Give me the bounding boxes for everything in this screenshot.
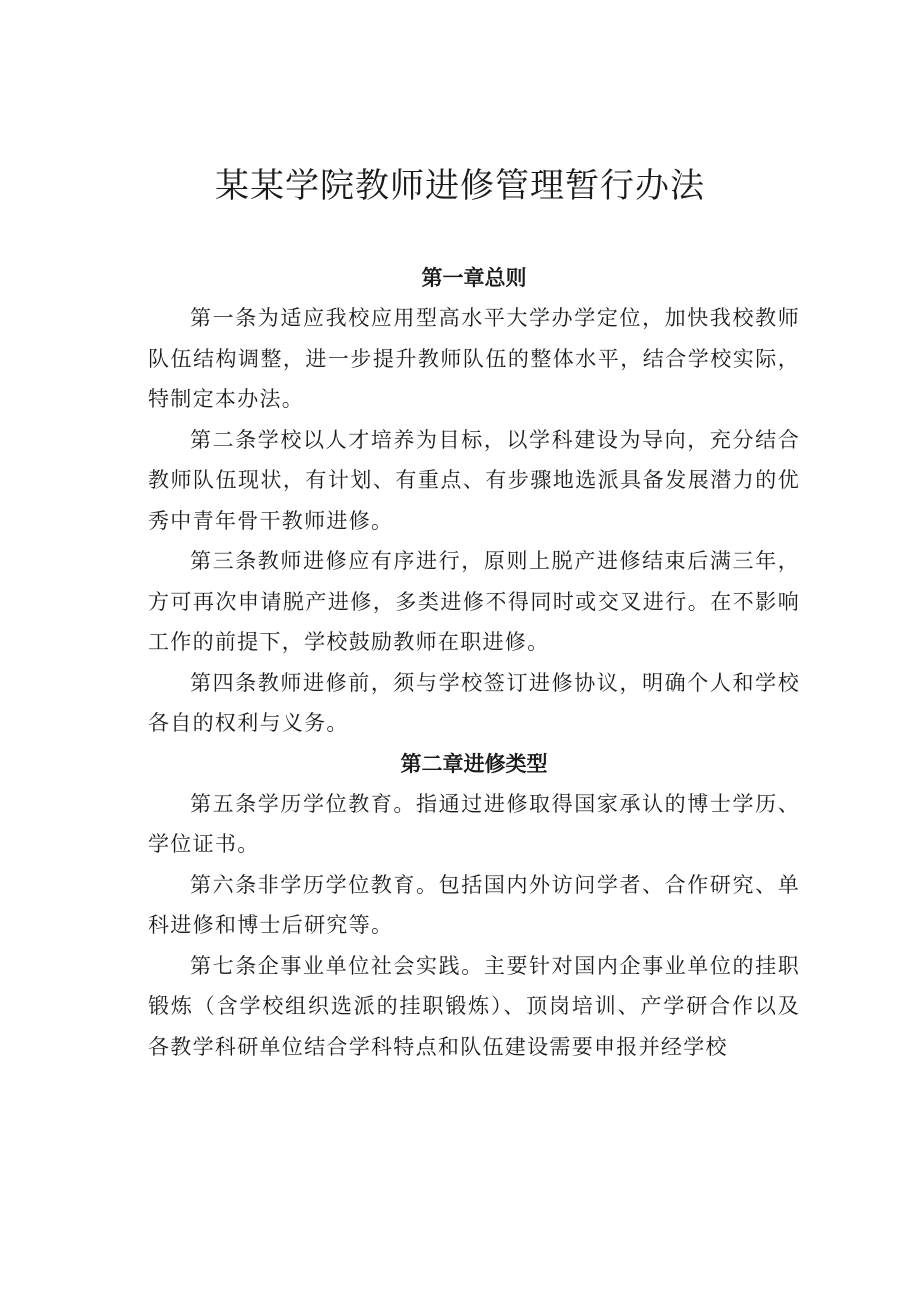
chapter-heading: 第二章进修类型 bbox=[400, 751, 548, 776]
article-6: 第六条非学历学位教育。包括国内外访问学者、合作研究、单科进修和博士后研究等。 bbox=[148, 872, 800, 937]
article-2: 第二条学校以人才培养为目标，以学科建设为导向，充分结合教师队伍现状，有计划、有重点、有步骤地选派具备发展潜力的优秀中青年骨干教师进修。 bbox=[148, 427, 800, 533]
article-1: 第一条为适应我校应用型高水平大学办学定位，加快我校教师队伍结构调整，进一步提升教师队伍的整体水平，结合学校实际，特制定本办法。 bbox=[148, 306, 800, 411]
article-5: 第五条学历学位教育。指通过进修取得国家承认的博士学历、学位证书。 bbox=[148, 791, 800, 856]
article-3: 第三条教师进修应有序进行，原则上脱产进修结束后满三年，方可再次申请脱产进修，多类进修不得同时或交叉进行。在不影响工作的前提下，学校鼓励教师在职进修。 bbox=[148, 549, 800, 654]
document-title: 某某学院教师进修管理暂行办法 bbox=[215, 166, 705, 206]
article-4: 第四条教师进修前，须与学校签订进修协议，明确个人和学校各自的权利与义务。 bbox=[148, 670, 800, 735]
article-7: 第七条企事业单位社会实践。主要针对国内企事业单位的挂职锻炼（含学校组织选派的挂职锻炼）、顶岗培训、产学研合作以及各教学科研单位结合学科特点和队伍建设需要申报并经学校 bbox=[148, 953, 800, 1059]
chapter-1 bbox=[148, 258, 800, 744]
document-body bbox=[148, 258, 800, 1067]
chapter-heading: 第一章总则 bbox=[421, 266, 527, 290]
chapter-2 bbox=[148, 744, 800, 1068]
